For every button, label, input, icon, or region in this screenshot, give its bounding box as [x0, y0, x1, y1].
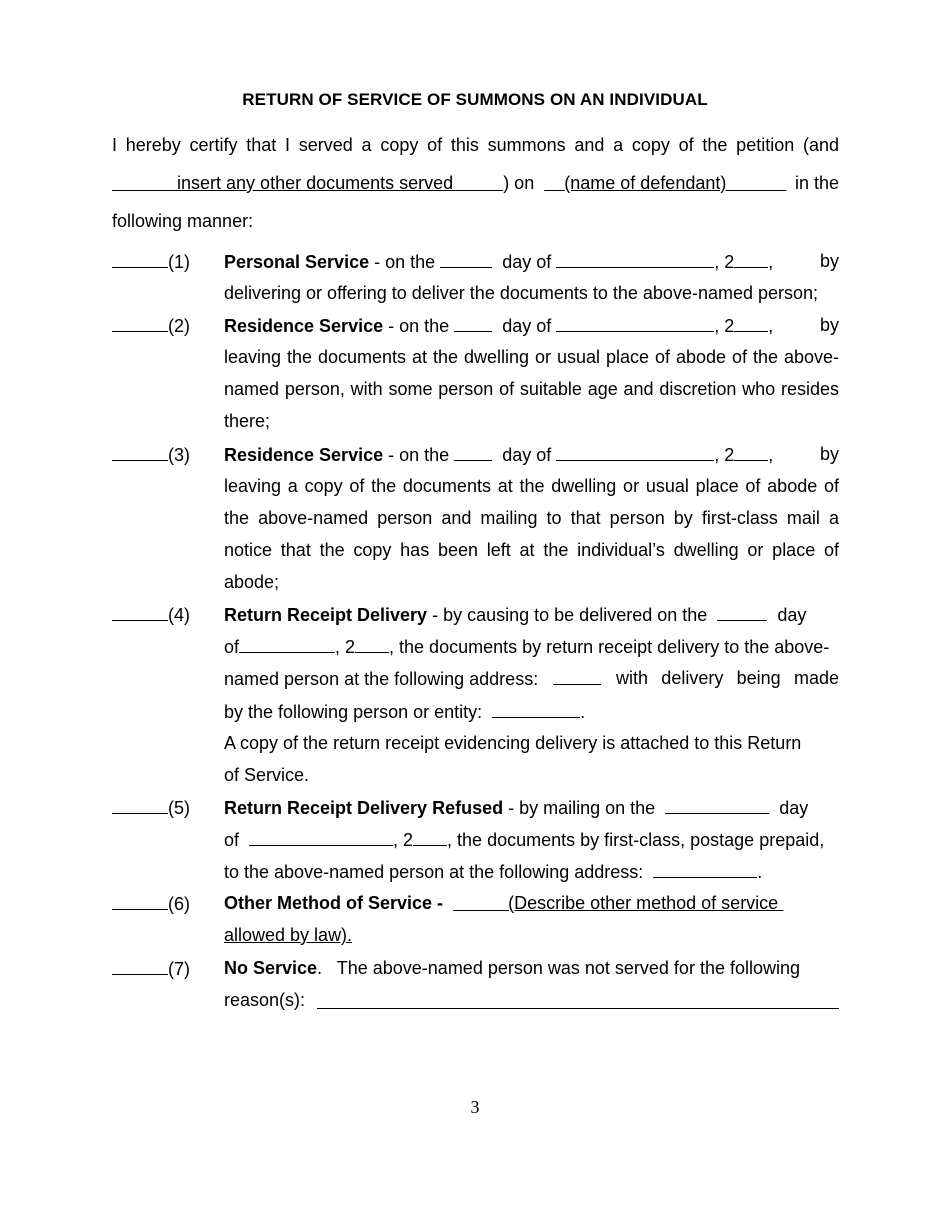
item-3-month-field[interactable]: [556, 443, 714, 461]
item-2-line-3: named person, with some person of suitable age and discretion who resides: [224, 379, 839, 399]
page-title: RETURN OF SERVICE OF SUMMONS ON AN INDIVIDUAL: [242, 90, 708, 109]
item-5-line-1: Return Receipt Delivery Refused - by mailing on the day: [224, 798, 809, 818]
item-5-day-field[interactable]: [665, 796, 769, 814]
item-6-line-1: Other Method of Service - (Describe other method of service: [224, 892, 783, 914]
item-2-line-2: leaving the documents at the dwelling or usual place of abode of the above-: [224, 347, 839, 367]
item-5-line-3: to the above-named person at the following address: .: [224, 862, 763, 882]
item-7-number: (7): [112, 957, 190, 980]
page-number: 3: [470, 1097, 480, 1117]
item-4-checkbox-blank[interactable]: [112, 603, 168, 621]
intro-line-2: insert any other documents served ) on (name of defendant) in the: [112, 172, 839, 194]
item-2-line-4: there;: [224, 411, 271, 431]
item-4-line-2: of , 2 , the documents by return receipt delivery to the above-: [224, 637, 830, 657]
item-4-line-1: Return Receipt Delivery - by causing to be delivered on the day: [224, 605, 807, 625]
item-1-checkbox-blank[interactable]: [112, 250, 168, 268]
item-3-line-5: abode;: [224, 572, 280, 592]
item-7-checkbox-blank[interactable]: [112, 957, 168, 975]
item-3-line-3: the above-named person and mailing to that person by first-class mail a: [224, 508, 839, 528]
item-5-number: (5): [112, 796, 190, 819]
intro-line-1: I hereby certify that I served a copy of this summons and a copy of the petition (and: [112, 135, 839, 155]
item-1-line-1: Personal Service - on the day of , 2 , by: [224, 251, 839, 272]
item-5-checkbox-blank[interactable]: [112, 796, 168, 814]
item-2-line-1: Residence Service - on the day of , 2 , by: [224, 315, 839, 336]
item-2-checkbox-blank[interactable]: [112, 314, 168, 332]
item-3-line-1: Residence Service - on the day of , 2 , by: [224, 444, 839, 465]
item-4-month-field[interactable]: [239, 635, 335, 653]
item-7-line-2: reason(s):: [224, 989, 839, 1011]
item-1-month-field[interactable]: [556, 250, 714, 268]
item-2-year-field[interactable]: [734, 314, 768, 332]
item-5-month-field[interactable]: [249, 828, 393, 846]
item-4-line-6: of Service.: [224, 765, 310, 785]
defendant-name-field[interactable]: (name of defendant): [564, 173, 727, 193]
item-6-number: (6): [112, 892, 190, 915]
item-4-year-field[interactable]: [355, 635, 389, 653]
item-3-line-2: leaving a copy of the documents at the dwelling or usual place of abode of: [224, 476, 839, 496]
item-3-day-field[interactable]: [454, 443, 492, 461]
item-5-address-field[interactable]: [653, 860, 757, 878]
item-4-line-4: by the following person or entity: .: [224, 702, 586, 722]
other-documents-field[interactable]: insert any other documents served: [177, 173, 454, 193]
item-6-method-field[interactable]: (Describe other method of service: [508, 893, 779, 913]
item-4-address-field[interactable]: [553, 667, 601, 685]
item-2-month-field[interactable]: [556, 314, 714, 332]
item-3-year-field[interactable]: [734, 443, 768, 461]
item-3-number: (3): [112, 443, 190, 466]
item-6-checkbox-blank[interactable]: [112, 892, 168, 910]
item-1-number: (1): [112, 250, 190, 273]
item-1-year-field[interactable]: [734, 250, 768, 268]
item-2-number: (2): [112, 314, 190, 337]
item-3-line-4: notice that the copy has been left at the individual’s dwelling or place of: [224, 540, 839, 560]
item-4-line-5: A copy of the return receipt evidencing delivery is attached to this Return: [224, 733, 802, 753]
item-7-reason-field[interactable]: [317, 991, 839, 1009]
item-4-line-3: named person at the following address: with delivery being made: [224, 668, 839, 689]
item-4-number: (4): [112, 603, 190, 626]
item-7-line-1: No Service. The above-named person was not served for the following: [224, 958, 801, 978]
item-5-year-field[interactable]: [413, 828, 447, 846]
item-3-checkbox-blank[interactable]: [112, 443, 168, 461]
item-1-day-field[interactable]: [440, 250, 492, 268]
item-4-entity-field[interactable]: [492, 700, 580, 718]
intro-line-3: following manner:: [112, 211, 254, 231]
item-2-day-field[interactable]: [454, 314, 492, 332]
item-4-day-field[interactable]: [717, 603, 767, 621]
item-6-line-2: allowed by law).: [224, 925, 353, 945]
item-5-line-2: of , 2 , the documents by first-class, postage prepaid,: [224, 830, 825, 850]
item-1-line-2: delivering or offering to deliver the documents to the above-named person;: [224, 283, 819, 303]
